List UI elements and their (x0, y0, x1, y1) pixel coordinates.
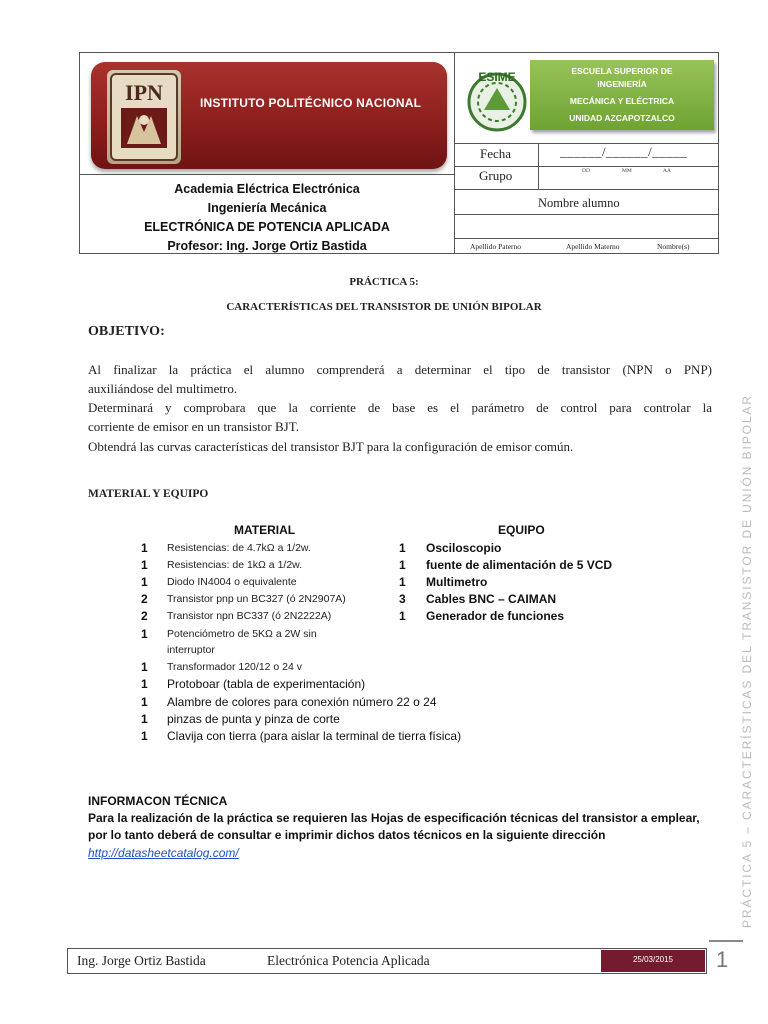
equipo-qty: 1 (399, 609, 406, 623)
info-heading: INFORMACON TÉCNICA (88, 794, 228, 808)
material-item: Resistencias: de 4.7kΩ a 1/2w. (167, 542, 311, 554)
esime-logo (462, 64, 532, 134)
material-qty: 2 (141, 592, 148, 606)
header-left-divider (79, 174, 455, 175)
material-item: Potenciómetro de 5KΩ a 2W sin (167, 628, 317, 640)
material-qty: 1 (141, 575, 148, 589)
side-vertical-title: PRÁCTICA 5 – CARACTERÍSTICAS DEL TRANSISTOR DE UNIÓN BIPOLAR (740, 394, 754, 928)
material-item: Transistor npn BC337 (ó 2N2222A) (167, 610, 332, 622)
material-item: Transistor pnp un BC327 (ó 2N2907A) (167, 593, 346, 605)
date-sub-mm: MM (622, 168, 632, 174)
objetivo-line: Obtendrá las curvas características del transistor BJT para la configuración de emisor común. (88, 439, 574, 454)
fecha-divider (538, 143, 539, 189)
objetivo-line: Al finalizar la práctica el alumno comprenderá a determinar el tipo de transistor (NPN o PNP) (88, 362, 712, 377)
carrera-name: Ingeniería Mecánica (207, 201, 327, 215)
equipo-item: Osciloscopio (426, 541, 502, 555)
material-item: interruptor (167, 644, 215, 656)
apellido-materno-label: Apellido Materno (566, 242, 620, 251)
escuela-line-3: MECÁNICA Y ELÉCTRICA (569, 96, 675, 106)
row-divider (454, 189, 719, 190)
nombre-alumno-label: Nombre alumno (538, 196, 620, 210)
info-line: Para la realización de la práctica se requieren las Hojas de especificación técnicas del transistor a emplear, (88, 811, 700, 825)
equipo-item: fuente de alimentación de 5 VCD (426, 558, 613, 572)
info-line: por lo tanto deberá de consultar e imprimir dichos datos técnicos en la siguiente dirección (88, 828, 606, 842)
svg-text:ESIME: ESIME (478, 70, 516, 84)
equipo-column-heading: EQUIPO (498, 523, 545, 537)
escuela-line-2: INGENIERÍA (597, 79, 647, 89)
escuela-line-1: ESCUELA SUPERIOR DE (571, 66, 673, 76)
equipo-item: Generador de funciones (426, 609, 565, 623)
objetivo-line: corriente de emisor en un transistor BJT. (88, 419, 299, 434)
practice-number: PRÁCTICA 5: (349, 276, 419, 288)
equipo-item: Multimetro (426, 575, 488, 589)
practice-title: CARACTERÍSTICAS DEL TRANSISTOR DE UNIÓN BIPOLAR (226, 301, 542, 313)
material-item: Resistencias: de 1kΩ a 1/2w. (167, 559, 303, 571)
equipo-qty: 1 (399, 558, 406, 572)
page-number: 1 (716, 947, 729, 972)
row-divider (454, 238, 719, 239)
academia-name: Academia Eléctrica Electrónica (174, 182, 360, 196)
side-divider (709, 940, 743, 942)
material-equipo-heading: MATERIAL Y EQUIPO (88, 488, 209, 500)
material-item: Transformador 120/12 o 24 v (167, 661, 303, 673)
apellido-paterno-label: Apellido Paterno (470, 242, 522, 251)
nombres-label: Nombre(s) (657, 242, 690, 251)
material-item: Clavija con tierra (para aislar la terminal de tierra física) (167, 729, 462, 743)
date-sub-aa: AA (663, 168, 671, 174)
material-item: pinzas de punta y pinza de corte (167, 712, 340, 726)
objetivo-line: Determinará y comprobara que la corriente de base es el parámetro de control para controlar la (88, 400, 712, 415)
escuela-line-4: UNIDAD AZCAPOTZALCO (569, 113, 675, 123)
footer-author: Ing. Jorge Ortiz Bastida (77, 953, 206, 968)
material-qty: 1 (141, 729, 148, 743)
date-field[interactable]: ______/______/_____ (560, 144, 688, 159)
footer-course: Electrónica Potencia Aplicada (267, 953, 430, 968)
material-column-heading: MATERIAL (234, 523, 296, 537)
svg-text:IPN: IPN (125, 80, 163, 105)
material-qty: 1 (141, 677, 148, 691)
objetivo-line: auxiliándose del multimetro. (88, 381, 238, 396)
material-qty: 1 (141, 558, 148, 572)
material-item: Alambre de colores para conexión número 22 o 24 (167, 695, 437, 709)
fecha-label: Fecha (480, 146, 512, 161)
date-sub-dd: DD (582, 168, 590, 174)
profesor-name: Profesor: Ing. Jorge Ortiz Bastida (167, 239, 367, 253)
equipo-qty: 1 (399, 575, 406, 589)
material-qty: 1 (141, 627, 148, 641)
row-divider (454, 166, 719, 167)
datasheet-link[interactable]: http://datasheetcatalog.com/ (88, 846, 239, 860)
materia-name: ELECTRÓNICA DE POTENCIA APLICADA (144, 220, 390, 234)
institute-name: INSTITUTO POLITÉCNICO NACIONAL (200, 96, 422, 110)
material-qty: 1 (141, 695, 148, 709)
material-item: Protoboar (tabla de experimentación) (167, 677, 366, 691)
material-qty: 1 (141, 712, 148, 726)
material-qty: 1 (141, 541, 148, 555)
material-item: Diodo IN4004 o equivalente (167, 576, 297, 588)
equipo-item: Cables BNC – CAIMAN (426, 592, 557, 606)
objetivo-heading: OBJETIVO: (88, 324, 165, 339)
material-qty: 1 (141, 660, 148, 674)
grupo-label: Grupo (479, 168, 513, 183)
ipn-logo (107, 70, 181, 164)
footer-date: 25/03/2015 (632, 955, 674, 964)
equipo-qty: 3 (399, 592, 406, 606)
equipo-qty: 1 (399, 541, 406, 555)
row-divider (454, 214, 719, 215)
material-qty: 2 (141, 609, 148, 623)
